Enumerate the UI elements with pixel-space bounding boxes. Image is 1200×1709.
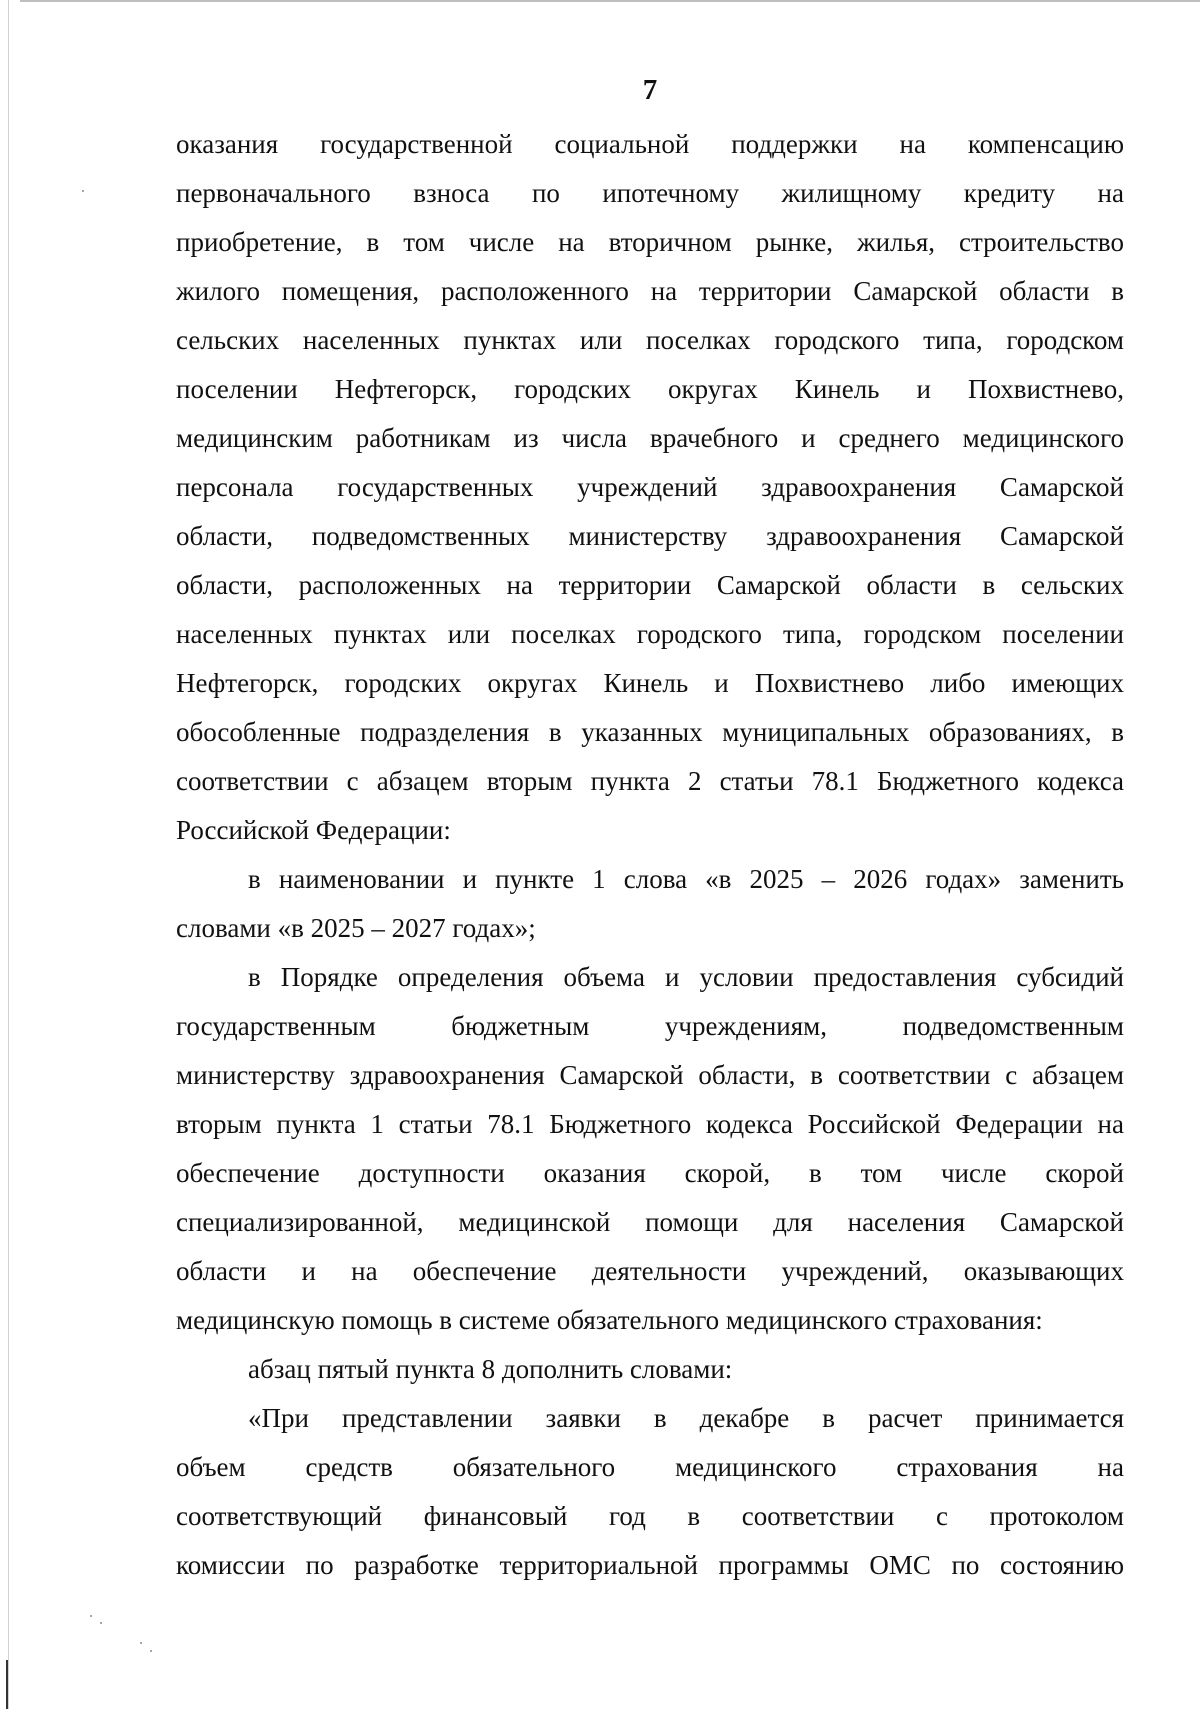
text-line: объем средств обязательного медицинского страхования на (176, 1452, 1124, 1482)
text-line: вторым пункта 1 статьи 78.1 Бюджетного кодекса Российской Федерации на (176, 1109, 1124, 1139)
text-line: «При представлении заявки в декабре в расчет принимается (248, 1403, 1124, 1433)
text-line: области, подведомственных министерству здравоохранения Самарской (176, 521, 1124, 551)
text-line: обеспечение доступности оказания скорой, в том числе скорой (176, 1158, 1124, 1188)
text-line: персонала государственных учреждений здравоохранения Самарской (176, 472, 1124, 502)
text-line: соответствии с абзацем вторым пункта 2 статьи 78.1 Бюджетного кодекса (176, 766, 1124, 796)
text-line: в наименовании и пункте 1 слова «в 2025 – 2026 годах» заменить (248, 864, 1124, 894)
text-line: жилого помещения, расположенного на территории Самарской области в (176, 276, 1124, 306)
text-line: поселении Нефтегорск, городских округах Кинель и Похвистнево, (176, 374, 1124, 404)
text-line: области и на обеспечение деятельности учреждений, оказывающих (176, 1256, 1124, 1286)
paragraph-5 (176, 1394, 1124, 1590)
paragraph-4 (176, 1345, 1124, 1394)
scan-edge-mark (6, 1660, 8, 1709)
text-line: специализированной, медицинской помощи для населения Самарской (176, 1207, 1124, 1237)
text-line: Нефтегорск, городских округах Кинель и Похвистнево либо имеющих (176, 668, 1124, 698)
scan-speck (100, 1622, 102, 1624)
paragraph-3 (176, 953, 1124, 1345)
text-line: Российской Федерации: (176, 815, 451, 845)
text-line: оказания государственной социальной поддержки на компенсацию (176, 129, 1124, 159)
text-line: абзац пятый пункта 8 дополнить словами: (248, 1354, 733, 1384)
text-line: в Порядке определения объема и условии предоставления субсидий (248, 962, 1124, 992)
scan-speck (150, 1650, 152, 1652)
paragraph-1 (176, 120, 1124, 855)
scan-border-top (20, 0, 1200, 2)
text-line: сельских населенных пунктах или поселках городского типа, городском (176, 325, 1124, 355)
text-line: комиссии по разработке территориальной программы ОМС по состоянию (176, 1550, 1124, 1580)
scan-speck (82, 190, 84, 192)
text-line: первоначального взноса по ипотечному жилищному кредиту на (176, 178, 1124, 208)
scan-speck (140, 1642, 142, 1644)
text-line: приобретение, в том числе на вторичном рынке, жилья, строительство (176, 227, 1124, 257)
page-number: 7 (642, 74, 658, 106)
text-line: министерству здравоохранения Самарской области, в соответствии с абзацем (176, 1060, 1124, 1090)
text-line: населенных пунктах или поселках городского типа, городском поселении (176, 619, 1124, 649)
text-line: медицинским работникам из числа врачебного и среднего медицинского (176, 423, 1124, 453)
text-line: обособленные подразделения в указанных муниципальных образованиях, в (176, 717, 1124, 747)
scan-speck (90, 1615, 92, 1617)
paragraph-2 (176, 855, 1124, 953)
scan-border-left (8, 0, 9, 1709)
text-line: медицинскую помощь в системе обязательного медицинского страхования: (176, 1305, 1043, 1335)
text-line: словами «в 2025 – 2027 годах»; (176, 913, 536, 943)
document-body (176, 120, 1124, 1590)
text-line: государственным бюджетным учреждениям, подведомственным (176, 1011, 1124, 1041)
text-line: соответствующий финансовый год в соответствии с протоколом (176, 1501, 1124, 1531)
text-line: области, расположенных на территории Самарской области в сельских (176, 570, 1124, 600)
